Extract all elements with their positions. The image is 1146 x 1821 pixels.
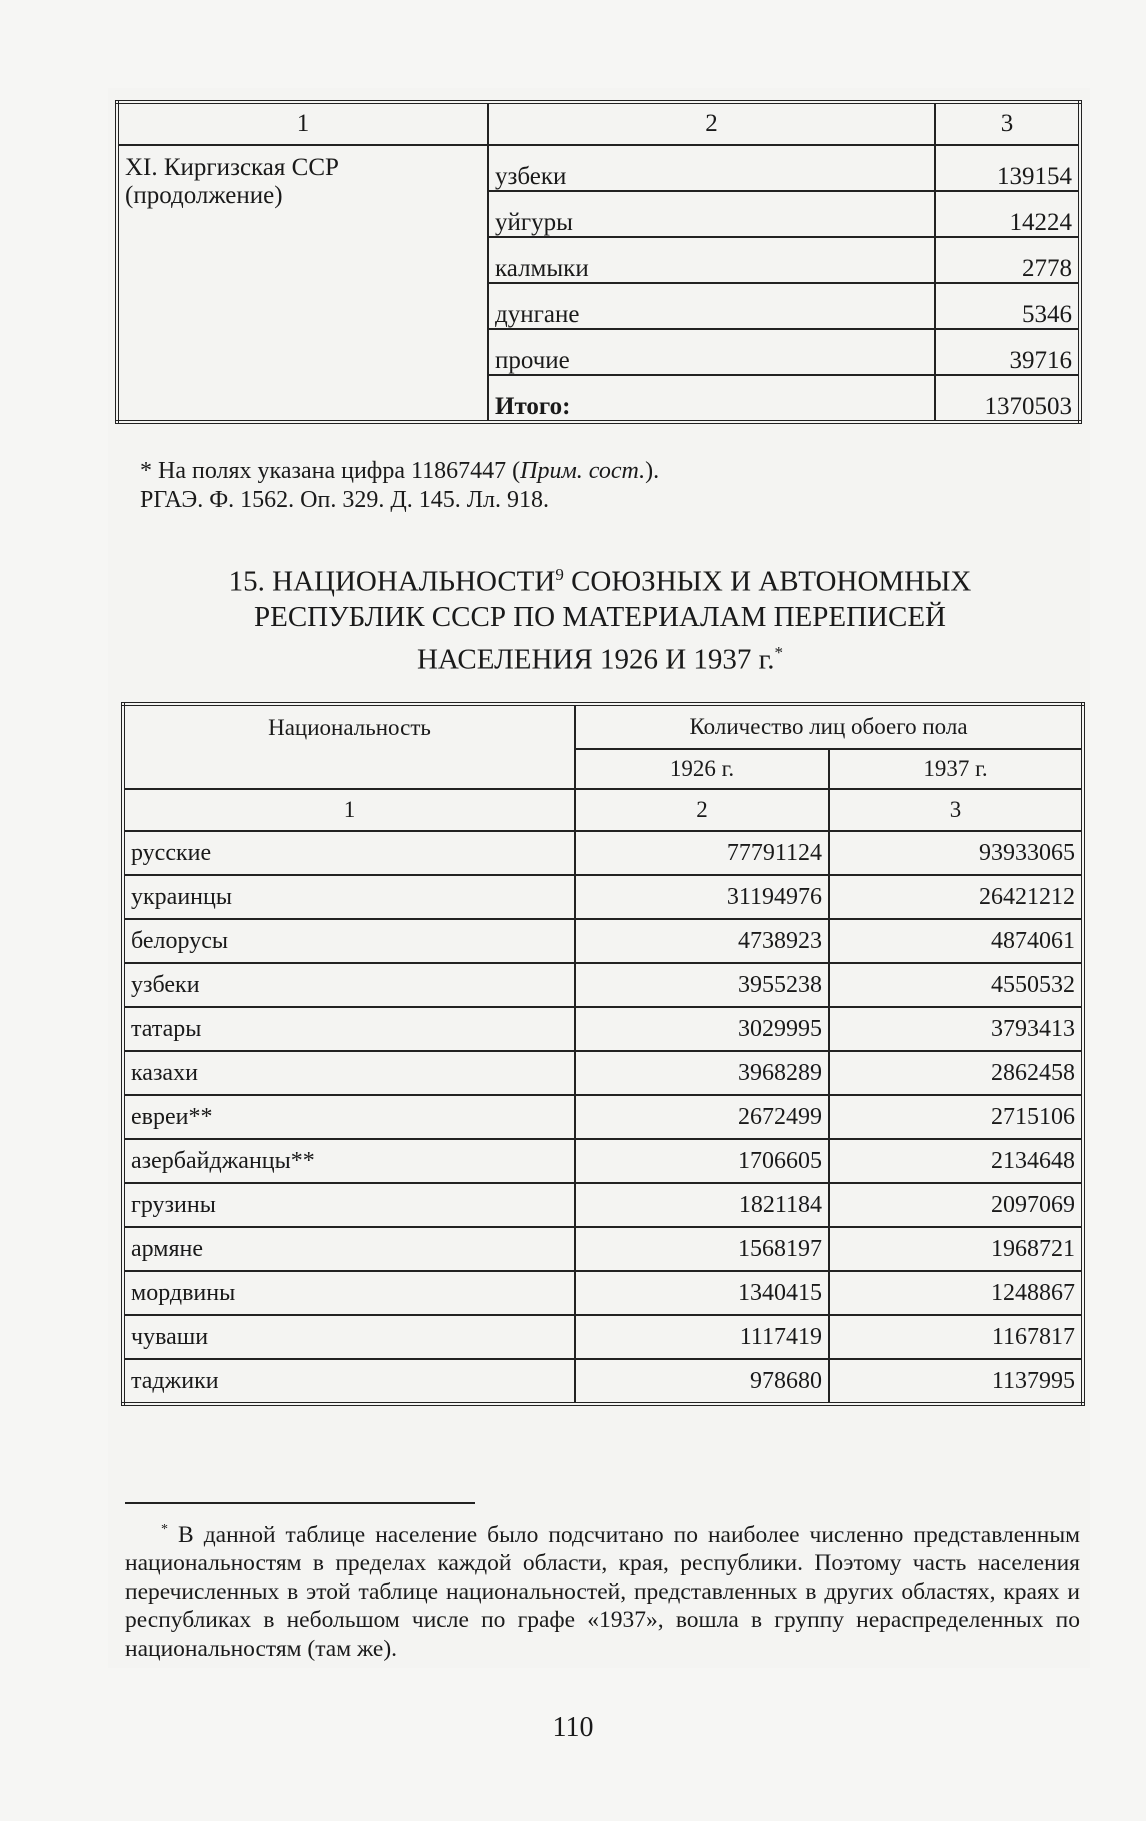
title-line-2: РЕСПУБЛИК СССР ПО МАТЕРИАЛАМ ПЕРЕПИСЕЙ: [254, 600, 946, 633]
column-number: 2: [575, 789, 829, 831]
continuation-table: [115, 100, 1082, 424]
nationality-name: дунгане: [488, 283, 935, 329]
header-nationality: Национальность: [123, 704, 575, 749]
count-1926: 1706605: [575, 1139, 829, 1183]
column-number-row: [123, 789, 1083, 831]
table-row: [123, 875, 1083, 919]
region-cell: [117, 145, 488, 422]
table-row: [123, 1095, 1083, 1139]
page-number: 110: [552, 1712, 594, 1743]
column-number: 3: [935, 102, 1080, 145]
nationality-name: казахи: [123, 1051, 575, 1095]
count-1926: 4738923: [575, 919, 829, 963]
count-1937: 2097069: [829, 1183, 1083, 1227]
total-value: 1370503: [935, 375, 1080, 422]
footnote-paragraph: [125, 1516, 1080, 1663]
count-1926: 1117419: [575, 1315, 829, 1359]
region-name: XI. Киргизская ССР: [125, 154, 339, 181]
footnote-text: В данной таблице население было подсчитано по наиболее численно представленным национальностям в пределах каждой области, края, республики. Поэтому часть населения перечисленных в этой таблице национальностей, представленных в других областях, краях и республиках в небольшом числе по графе «1937», вошла в группу нераспределенных по национальностям (там же).: [125, 1521, 1080, 1662]
nationality-count: 139154: [935, 145, 1080, 191]
title-text: 15. НАЦИОНАЛЬНОСТИ: [228, 565, 556, 598]
table-row: [123, 919, 1083, 963]
note-line-1: [140, 457, 659, 486]
title-text: НАСЕЛЕНИЯ 1926 И 1937 г.: [416, 643, 775, 676]
header-blank: [123, 749, 575, 789]
count-1937: 2134648: [829, 1139, 1083, 1183]
table-row: [123, 1271, 1083, 1315]
nationality-name: русские: [123, 831, 575, 875]
nationality-name: белорусы: [123, 919, 575, 963]
count-1926: 1821184: [575, 1183, 829, 1227]
table-row: [123, 1315, 1083, 1359]
section-title: [120, 557, 1080, 677]
nationality-count: 39716: [935, 329, 1080, 375]
count-1937: 1137995: [829, 1359, 1083, 1404]
column-number-row: [117, 102, 1080, 145]
nationality-name: чуваши: [123, 1315, 575, 1359]
header-1937: 1937 г.: [829, 749, 1083, 789]
column-number: 2: [488, 102, 935, 145]
count-1937: 1248867: [829, 1271, 1083, 1315]
nationality-name: украинцы: [123, 875, 575, 919]
nationality-count: 2778: [935, 237, 1080, 283]
nationality-name: грузины: [123, 1183, 575, 1227]
title-text: СОЮЗНЫХ И АВТОНОМНЫХ: [563, 565, 972, 598]
footnote: [125, 1516, 1080, 1663]
nationality-name: узбеки: [488, 145, 935, 191]
nationality-name: евреи**: [123, 1095, 575, 1139]
count-1926: 1568197: [575, 1227, 829, 1271]
count-1926: 978680: [575, 1359, 829, 1404]
footnote-divider: [125, 1502, 475, 1504]
count-1926: 3955238: [575, 963, 829, 1007]
count-1937: 2715106: [829, 1095, 1083, 1139]
count-1937: 1167817: [829, 1315, 1083, 1359]
header-1926: 1926 г.: [575, 749, 829, 789]
nationality-name: таджики: [123, 1359, 575, 1404]
count-1926: 31194976: [575, 875, 829, 919]
note-text: * На полях указана цифра 11867447 (: [140, 458, 521, 484]
nationality-name: прочие: [488, 329, 935, 375]
footnote-marker: *: [161, 1522, 168, 1537]
column-number: 1: [123, 789, 575, 831]
table-row: [123, 963, 1083, 1007]
count-1926: 2672499: [575, 1095, 829, 1139]
nationality-name: узбеки: [123, 963, 575, 1007]
nationality-name: азербайджанцы**: [123, 1139, 575, 1183]
note-text: ).: [645, 458, 660, 484]
count-1926: 3968289: [575, 1051, 829, 1095]
count-1937: 26421212: [829, 875, 1083, 919]
count-1926: 77791124: [575, 831, 829, 875]
count-1937: 4874061: [829, 919, 1083, 963]
table-row: [117, 145, 1080, 191]
column-number: 3: [829, 789, 1083, 831]
table-row: [123, 1227, 1083, 1271]
count-1926: 3029995: [575, 1007, 829, 1051]
count-1937: 1968721: [829, 1227, 1083, 1271]
nationality-count: 14224: [935, 191, 1080, 237]
nationalities-table: [121, 702, 1085, 1406]
subheader-row: [123, 749, 1083, 789]
nationality-name: армяне: [123, 1227, 575, 1271]
column-number: 1: [117, 102, 488, 145]
archive-reference: РГАЭ. Ф. 1562. Оп. 329. Д. 145. Лл. 918.: [140, 487, 549, 513]
nationality-name: уйгуры: [488, 191, 935, 237]
table-row: [123, 1183, 1083, 1227]
table-row: [123, 831, 1083, 875]
header-count: Количество лиц обоего пола: [575, 704, 1083, 749]
footnote-ref: *: [774, 642, 784, 662]
nationality-count: 5346: [935, 283, 1080, 329]
table-note: [140, 457, 659, 515]
table-row: [123, 1051, 1083, 1095]
title-line-3: [120, 635, 1080, 678]
footnote-ref: 9: [555, 565, 564, 584]
count-1937: 3793413: [829, 1007, 1083, 1051]
count-1926: 1340415: [575, 1271, 829, 1315]
count-1937: 93933065: [829, 831, 1083, 875]
table-row: [123, 1007, 1083, 1051]
header-row: [123, 704, 1083, 749]
count-1937: 2862458: [829, 1051, 1083, 1095]
table-row: [123, 1139, 1083, 1183]
region-note: (продолжение): [125, 181, 283, 209]
note-italic: Прим. сост.: [520, 458, 646, 484]
title-line-1: [120, 557, 1080, 600]
total-label: Итого:: [488, 375, 935, 422]
table-row: [123, 1359, 1083, 1404]
nationality-name: татары: [123, 1007, 575, 1051]
count-1937: 4550532: [829, 963, 1083, 1007]
nationality-name: калмыки: [488, 237, 935, 283]
nationality-name: мордвины: [123, 1271, 575, 1315]
